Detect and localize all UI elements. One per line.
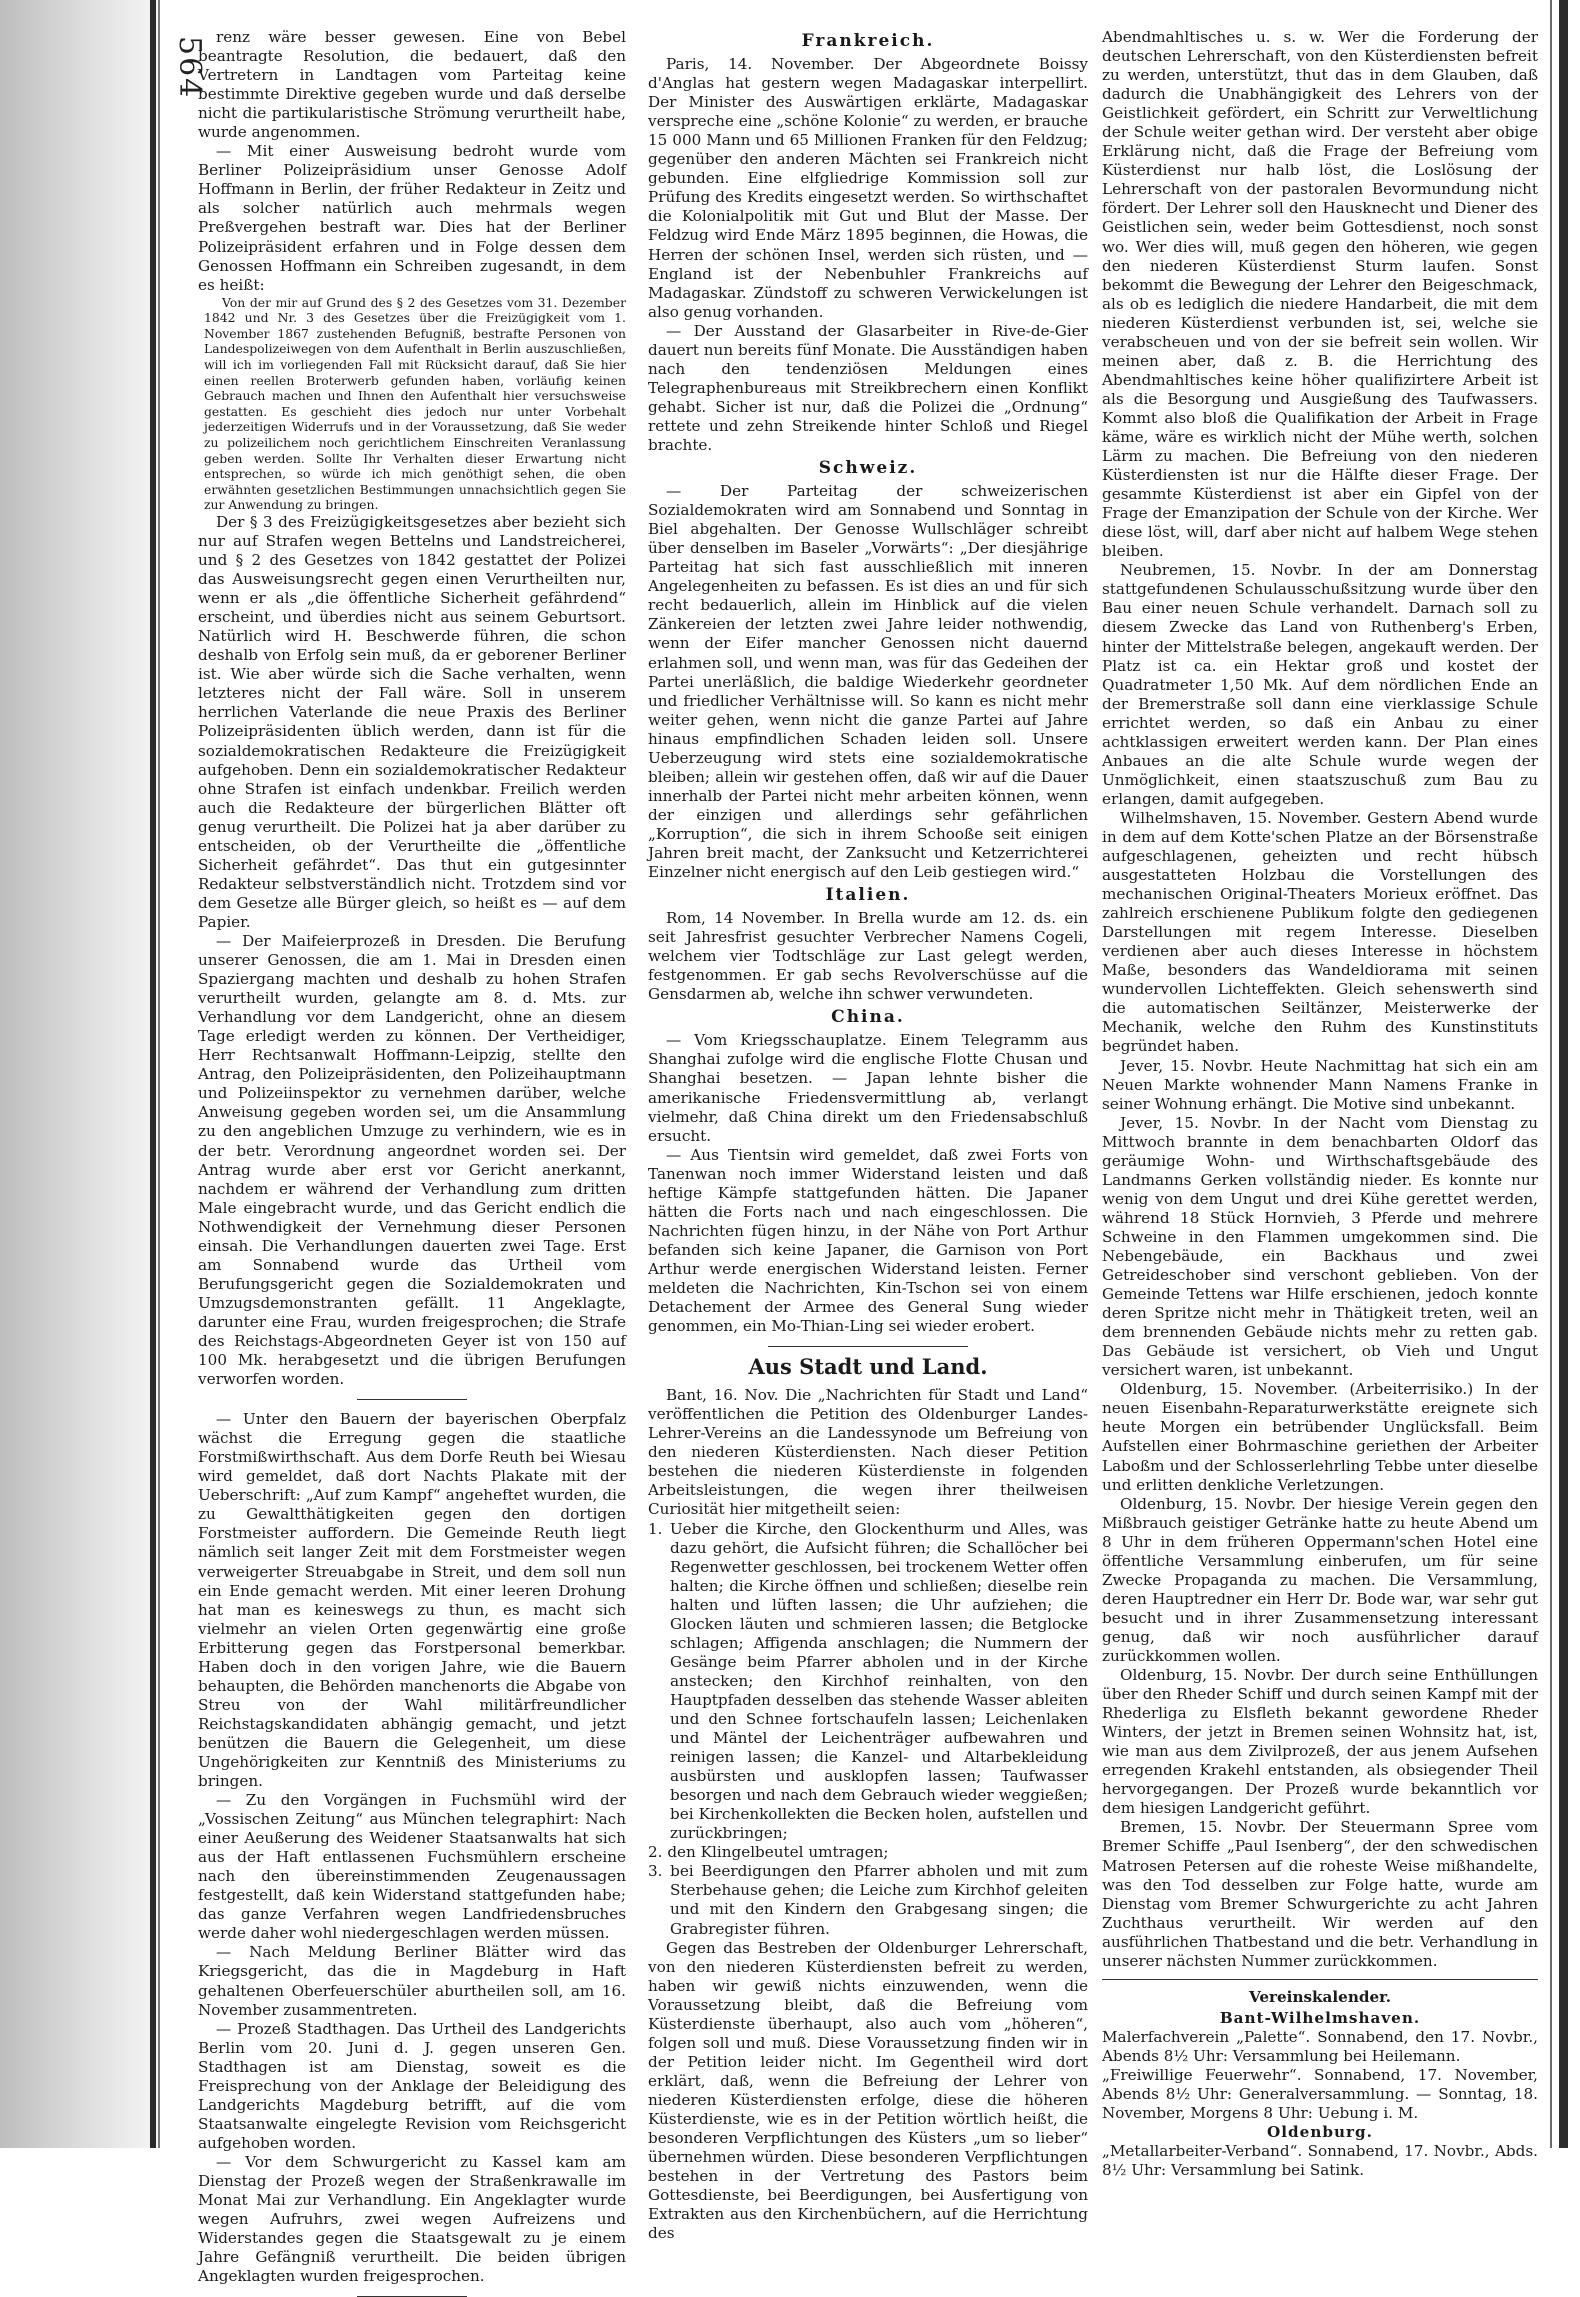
article-paragraph: Neubremen, 15. Novbr. In der am Donnerstag stattgefundenen Schulausschußsitzung wurde über den Bau einer neuen Schule verhandelt. Darnach soll zu diesem Zwecke das Land von Ruthenberg's Erben, hinter der Mittelstraße belegen, angekauft werden. Der Platz ist ca. ein Hektar groß und kostet der Quadratmeter 1,50 Mk. Auf dem nördlichen Ende an der Bremerstraße soll dann eine vierklassige Schule errichtet werden, so daß ein Anbau zu einer achtklassigen erweitert werden kann. Der Plan eines Anbaues an die alte Schule wurde wegen der Unmöglichkeit, einen staatszuschuß zum Bau zu erlangen, damit aufgegeben.: [1102, 561, 1538, 808]
article-paragraph: Oldenburg, 15. November. (Arbeiterrisiko.) In der neuen Eisenbahn-Reparaturwerkstätte ereignete sich heute Morgen ein betrübender Unglücksfall. Beim Aufstellen einer Bohrmaschine geriethen der Arbeiter Laboßm und der Schlosserlehrling Tebbe unter dieselbe und erlitten denkliche Verletzungen.: [1102, 1380, 1538, 1494]
article-paragraph: „Freiwillige Feuerwehr“. Sonnabend, 17. November, Abends 8½ Uhr: Generalversammlung. — Sonntag, 18. November, Morgens 8 Uhr: Uebung i. M.: [1102, 2065, 1538, 2123]
section-heading: Italien.: [825, 885, 911, 906]
article-paragraph: — Der Parteitag der schweizerischen Sozialdemokraten wird am Sonnabend und Sonntag in Biel abgehalten. Der Genosse Wullschläger schreibt über denselben im Baseler „Vorwärts“: „Der diesjährige Parteitag hat sich fast ausschließlich mit inneren Angelegenheiten zu befassen. Es ist dies an und für sich recht bedauerlich, allein im Hinblick auf die vielen Zänkereien der letzten zwei Jahre leider nothwendig, wenn der Eifer mancher Genossen nicht dauernd erlahmen soll, und wenn man, was für das Gedeihen der Partei unerläßlich, die baldige Wiederkehr geordneter und friedlicher Verhältnisse will. So kann es nicht mehr weiter gehen, wenn nicht die ganze Partei auf Jahre hinaus empfindlichen Schaden leiden soll. Unsere Ueberzeugung wird stets eine sozialdemokratische bleiben; allein wir gestehen offen, daß wir auf die Dauer innerhalb der Partei nicht mehr arbeiten können, wenn der einzigen und allerdings sehr gefährlichen „Korruption“, die sich in ihrem Schooße seit einigen Jahren breit macht, der Zanksucht und Ketzerrichterei Einzelner nicht energisch auf den Leib gestiegen wird.“: [648, 482, 1088, 882]
article-paragraph: Bant, 16. Nov. Die „Nachrichten für Stadt und Land“ veröffentlichen die Petition des Oldenburger Landes-Lehrer-Vereins an die Landessynode um Befreiung von den niederen Küsterdiensten. Nach dieser Petition bestehen die niederen Küsterdienste in folgenden Arbeitsleistungen, die wegen ihrer theilweisen Curiosität hier mitgetheilt seien:: [648, 1386, 1088, 1519]
article-paragraph: Jever, 15. Novbr. In der Nacht vom Dienstag zu Mittwoch brannte in dem benachbarten Oldorf das geräumige Wohn- und Wirthschaftsgebäude des Landmanns Gerken vollständig nieder. Es konnte nur wenig von dem Ungut und drei Kühe gerettet werden, während 18 Stück Hornvieh, 3 Pferde und mehrere Schweine in den Flammen umgekommen sind. Die Nebengebäude, ein Backhaus und zwei Getreideschober sind verschont geblieben. Von der Gemeinde Tettens war Hilfe erschienen, jedoch konnte deren Spritze nicht mehr in Thätigkeit treten, weil an dem brennenden Gebäude nichts mehr zu retten gab. Das Gebäude ist versichert, ob Vieh und Ungut versichert waren, ist unbekannt.: [1102, 1113, 1538, 1380]
list-item: 3. bei Beerdigungen den Pfarrer abholen und mit zum Sterbehause gehen; die Leiche zum Kirchhof geleiten und mit den Kindern den Grabgesang singen; die Grabregister führen.: [648, 1862, 1088, 1938]
article-paragraph: „Metallarbeiter-Verband“. Sonnabend, 17. Novbr., Abds. 8½ Uhr: Versammlung bei Satink.: [1102, 2142, 1538, 2180]
section-divider: [357, 1399, 467, 1400]
article-paragraph: Jever, 15. Novbr. Heute Nachmittag hat sich ein am Neuen Markte wohnender Mann Namens Franke in seiner Wohnung erhängt. Die Motive sind unbekannt.: [1102, 1056, 1538, 1113]
section-divider: [1102, 1979, 1538, 1980]
article-paragraph: — Prozeß Stadthagen. Das Urtheil des Landgerichts Berlin vom 20. Juni d. J. gegen unseren Gen. Stadthagen ist am Dienstag, soweit es die Freisprechung von der Anklage der Beleidigung des Landgerichts Magdeburg betrifft, auf die vom Staatsanwalte eingelegte Revision vom Reichsgericht aufgehoben worden.: [198, 2019, 626, 2152]
article-paragraph: Oldenburg, 15. Novbr. Der durch seine Enthüllungen über den Rheder Schiff und durch seinen Kampf mit der Rhederliga zu Elsfleth bekannt gewordene Rheder Winters, der jetzt in Bremen seinen Wohnsitz hat, ist, wie man aus dem Zivilprozeß, der aus jenem Aufsehen erregenden Krakehl entstanden, als obsiegender Theil hervorgegangen. Der Prozeß wurde bekanntlich vor dem hiesigen Landgericht geführt.: [1102, 1666, 1538, 1818]
article-paragraph: renz wäre besser gewesen. Eine von Bebel beantragte Resolution, die bedauert, daß den Vertretern in Landtagen vom Parteitag keine bestimmte Direktive gegeben wurde und daß derselbe nicht die partikularistische Strömung verurtheilt habe, wurde angenommen.: [198, 28, 626, 142]
page-number: 564: [172, 36, 207, 100]
section-heading: Schweiz.: [818, 458, 918, 479]
article-paragraph: Der § 3 des Freizügigkeitsgesetzes aber bezieht sich nur auf Strafen wegen Bettelns und Landstreicherei, und § 2 des Gesetzes von 1842 gestattet der Polizei das Ausweisungsrecht gegen einen Verurtheilten nur, wenn er als „die öffentliche Sicherheit gefährdend“ erscheint, und überdies nicht aus seinem Geburtsort. Natürlich wird H. Beschwerde führen, die schon deshalb von Erfolg sein muß, da er geborener Berliner ist. Wie aber würde sich die Sache verhalten, wenn letzteres nicht der Fall wäre. Soll in unserem herrlichen Vaterlande die neue Praxis des Berliner Polizeipräsidenten üblich werden, dann ist für die sozialdemokratischen Redakteure die Freizügigkeit aufgehoben. Denn ein sozialdemokratischer Redakteur ohne Strafen ist einfach undenkbar. Freilich werden auch die Redakteure der bürgerlichen Blätter oft genug verurtheilt. Die Polizei hat ja aber darüber zu entscheiden, ob der Verurtheilte die „öffentliche Sicherheit gefährdet“. Das thut ein gutgesinnter Redakteur selbstverständlich nicht. Trotzdem sind vor dem Gesetze alle Bürger gleich, so heißt es — auf dem Papier.: [198, 512, 626, 931]
article-paragraph: Paris, 14. November. Der Abgeordnete Boissy d'Anglas hat gestern wegen Madagaskar interpellirt. Der Minister des Auswärtigen erklärte, Madagaskar verspreche eine „schöne Kolonie“ zu werden, er brauche 15 000 Mann und 65 Millionen Franken für den Feldzug; gegenüber den anderen Mächten sei Frankreich nicht gebunden. Eine elfgliedrige Kommission soll zur Prüfung des Kredits eingesetzt werden. So wirthschaftet die Kolonialpolitik mit Gut und Blut der Masse. Der Feldzug wird Ende März 1895 beginnen, die Howas, die Herren der schönen Insel, werden sich rüsten, und — England ist der Nebenbuhler Frankreichs auf Madagaskar. Zündstoff zu schweren Verwickelungen ist also genug vorhanden.: [648, 55, 1088, 321]
section-heading: China.: [831, 1007, 905, 1028]
calendar-subheading: Bant-Wilhelmshaven.: [1219, 2008, 1421, 2027]
article-paragraph: — Nach Meldung Berliner Blätter wird das Kriegsgericht, das die in Magdeburg in Haft gehaltenen Oberfeuerschüler aburtheilen soll, am 16. November zusammentreten.: [198, 1943, 626, 2019]
column-middle: [648, 28, 1088, 2243]
enumerated-list: [648, 1520, 1088, 1939]
calendar-subheading: Oldenburg.: [1267, 2123, 1373, 2142]
article-paragraph: Oldenburg, 15. Novbr. Der hiesige Verein gegen den Mißbrauch geistiger Getränke hatte zu heute Abend um 8 Uhr in dem früheren Oppermann'schen Hotel eine öffentliche Versammlung einberufen, um für seine Zwecke Propaganda zu machen. Die Versammlung, deren Hauptredner ein Herr Dr. Bode war, war sehr gut besucht und in ihrer Zusammensetzung interessant genug, daß wir noch ausführlicher darauf zurückkommen wollen.: [1102, 1494, 1538, 1665]
article-paragraph: — Aus Tientsin wird gemeldet, daß zwei Forts von Tanenwan noch immer Widerstand leisten und daß heftige Kämpfe stattgefunden hätten. Die Japaner hätten die Forts nach und nach eingeschlossen. Die Nachrichten fügen hinzu, in der Nähe von Port Arthur befanden sich keine Japaner, die Garnison von Port Arthur werde energischen Widerstand leisten. Ferner meldeten die Nachrichten, Kin-Tschon sei von einem Detachement der Armee des General Sung wieder genommen, ein Mo-Thian-Ling sei wieder erobert.: [648, 1145, 1088, 1336]
right-margin-rule-thin: [1550, 0, 1552, 2148]
section-heading: Frankreich.: [801, 31, 935, 51]
right-margin-rule: [1559, 0, 1568, 2148]
calendar-heading: Vereinskalender.: [1248, 1987, 1392, 2006]
article-paragraph: — Vom Kriegsschauplatze. Einem Telegramm aus Shanghai zufolge wird die englische Flotte Chusan und Shanghai besetzen. — Japan lehnte bisher die amerikanische Friedensvermittlung ab, verlangt vielmehr, daß China direkt um den Friedensabschluß ersucht.: [648, 1031, 1088, 1145]
article-paragraph: — Mit einer Ausweisung bedroht wurde vom Berliner Polizeipräsidium unser Genosse Adolf Hoffmann in Berlin, der früher Redakteur in Zeitz und als solcher natürlich auch mehrmals wegen Preßvergehen bestraft war. Dies hat der Berliner Polizeipräsident erfahren und in Folge dessen dem Genossen Hoffmann ein Schreiben zugesandt, in dem es heißt:: [198, 142, 626, 294]
section-divider: [768, 1346, 968, 1347]
spine-edge-line-thin: [158, 0, 160, 2148]
quoted-decree: Von der mir auf Grund des § 2 des Gesetzes vom 31. Dezember 1842 und Nr. 3 des Gesetzes über die Freizügigkeit vom 1. November 1867 zustehenden Befugniß, bestrafte Personen von Landespolizeiwegen von dem Aufenthalt in Berlin auszuschließen, will ich im vorliegenden Fall mit Rücksicht darauf, daß Sie hier einen reellen Broterwerb gefunden haben, vorläufig keinen Gebrauch machen und Ihnen den Aufenthalt hier versuchsweise gestatten. Es geschieht dies jedoch nur unter Vorbehalt jederzeitigen Widerrufs und in der Voraussetzung, daß Sie weder zu polizeilichem noch gerichtlichem Einschreiten Veranlassung geben werden. Sollte Ihr Verhalten dieser Erwartung nicht entsprechen, so würde ich mich genöthigt sehen, die oben erwähnten gesetzlichen Bestimmungen unnachsichtlich gegen Sie zur Anwendung zu bringen.: [204, 294, 626, 513]
list-item: 1. Ueber die Kirche, den Glockenthurm und Alles, was dazu gehört, die Aufsicht führen; die Schallöcher bei Regenwetter geschlossen, bei trockenem Wetter offen halten; die Kirche öffnen und schließen; dieselbe rein halten und lüften lassen; die Uhr aufziehen; die Glocken läuten und schmieren lassen; die Betglocke schlagen; Affigenda anschlagen; die Nummern der Gesänge beim Pfarrer abholen und in der Kirche anstecken; den Kirchhof reinhalten, von den Hauptpfaden desselben das stehende Wasser ableiten und den Schnee fortschaufeln lassen; Leichenlaken und Mäntel der Leichenträger aufbewahren und reinigen lassen; die Kanzel- und Altarbekleidung ausbürsten und ausklopfen lassen; Taufwasser besorgen und nach dem Gebrauch wieder weggießen; bei Kirchenkollekten die Becken holen, aufstellen und zurückbringen;: [648, 1519, 1088, 1843]
column-left: [198, 28, 626, 2286]
section-title: Aus Stadt und Land.: [748, 1354, 988, 1380]
column-right: [1102, 28, 1538, 2180]
article-paragraph: — Unter den Bauern der bayerischen Oberpfalz wächst die Erregung gegen die staatliche Forstmißwirthschaft. Aus dem Dorfe Reuth bei Wiesau wird gemeldet, daß dort Nachts Plakate mit der Ueberschrift: „Auf zum Kampf“ angeheftet wurden, die zu Gewaltthätigkeiten gegen den dortigen Forstmeister auffordern. Die Gemeinde Reuth liegt nämlich seit langer Zeit mit dem Forstmeister wegen verweigerter Streuabgabe in Streit, und dem soll nun ein Ende gemacht werden. Mit einer leeren Drohung hat man es keineswegs zu thun, es macht sich vielmehr an vielen Orten gegenwärtig eine große Erbitterung gegen das Forstpersonal bemerkbar. Haben doch in den vorigen Jahre, wie die Bauern behaupten, die Behörden manchenorts die Abgabe von Streu von der Wahl militärfreundlicher Reichstagskandidaten abhängig gemacht, und jetzt benützen die Bauern die Gelegenheit, um diese Ungehörigkeiten zur Kenntniß des Ministeriums zu bringen.: [198, 1410, 626, 1791]
article-paragraph: — Der Ausstand der Glasarbeiter in Rive-de-Gier dauert nun bereits fünf Monate. Die Ausständigen haben nach den tendenziösen Meldungen eines Telegraphenbureaus mit Streikbrechern einen Konflikt gehabt. Sicher ist nur, daß die Polizei die „Ordnung“ rettete und zehn Streikende hinter Schloß und Riegel brachte.: [648, 321, 1088, 454]
article-paragraph: Wilhelmshaven, 15. November. Gestern Abend wurde in dem auf dem Kotte'schen Platze an der Börsenstraße aufgeschlagenen, geheizten und recht hübsch ausgestatteten Holzbau die Vorstellungen des mechanischen Original-Theaters Morieux eröffnet. Das zahlreich erschienene Publikum folgte den gediegenen Darstellungen mit regem Interesse. Dieselben verdienen aber auch dieses Interesse in höchstem Maße, besonders das Wandeldiorama mit seinen wundervollen Lichteffekten. Gleich sehenswerth sind die automatischen Seiltänzer, Meisterwerke der Mechanik, welche den Ruhm des Kunstinstituts begründet haben.: [1102, 808, 1538, 1056]
article-paragraph: — Zu den Vorgängen in Fuchsmühl wird der „Vossischen Zeitung“ aus München telegraphirt: Nach einer Aeußerung des Weidener Staatsanwalts hat sich aus der Haft entlassenen Fuchsmühlern erscheine nach den übereinstimmenden Zeugenaussagen festgestellt, daß kein Widerstand stattgefunden habe; das ganze Verfahren wegen Landfriedensbruches werde daher wohl niedergeschlagen werden müssen.: [198, 1791, 626, 1943]
article-paragraph: Gegen das Bestreben der Oldenburger Lehrerschaft, von den niederen Küsterdiensten befreit zu werden, haben wir gewiß nichts einzuwenden, wenn die Voraussetzung bleibt, daß die Befreiung vom Küsterdienste überhaupt, also auch vom „höheren“, folgen soll und muß. Diese Voraussetzung finden wir in der Petition leider nicht. Im Gegentheil wird dort erklärt, daß, wenn die Befreiung der Lehrer von niederen Küsterdiensten erfolge, diese die höheren Küsterdienste, wie es in der Petition wörtlich heißt, die besonderen Verpflichtungen des Küsters „um so lieber“ übernehmen würden. Diese besonderen Verpflichtungen bestehen in der Vertretung des Pastors beim Gottesdienste, bei Beerdigungen, bei Ausfertigung von Extrakten aus den Kirchenbüchern, auf die Herrichtung des: [648, 1938, 1088, 2243]
spine-edge-line: [150, 0, 156, 2148]
article-paragraph: Rom, 14 November. In Brella wurde am 12. ds. ein seit Jahresfrist gesuchter Verbrecher Namens Cogeli, welchem vier Todtschläge zur Last gelegt werden, festgenommen. Er gab sechs Revolverschüsse auf die Gensdarmen ab, welche ihn schwer verwundeten.: [648, 909, 1088, 1004]
article-paragraph: — Vor dem Schwurgericht zu Kassel kam am Dienstag der Prozeß wegen der Straßenkrawalle im Monat Mai zur Verhandlung. Ein Angeklagter wurde wegen Aufruhrs, zwei wegen Aufreizens und Widerstandes gegen die Staatsgewalt zu je einem Jahre Gefängniß verurtheilt. Die beiden übrigen Angeklagten wurden freigesprochen.: [198, 2152, 626, 2286]
book-spine-shadow: [0, 0, 160, 2148]
article-paragraph: Abendmahltisches u. s. w. Wer die Forderung der deutschen Lehrerschaft, von den Küsterdiensten befreit zu werden, unterstützt, thut das in dem Glauben, daß dadurch die Unabhängigkeit des Lehrers von der Geistlichkeit gefördert, ein Schritt zur Verweltlichung der Schule weiter gethan wird. Der versteht aber obige Erklärung nicht, daß die Frage der Befreiung vom Küsterdienst nur halb löst, die Loslösung der Lehrerschaft von der pastoralen Bevormundung nicht fördert. Der Lehrer soll den Hausknecht und Diener des Geistlichen sein, weder beim Gottesdienst, noch sonst wo. Wer dies will, muß gegen den höheren, wie gegen den niederen Küsterdienst Sturm laufen. Sonst bekommt die Bewegung der Lehrer den Beigeschmack, als ob es lediglich die niedere Handarbeit, die mit dem niederen Küsterdienst verbunden ist, sei, welche sie verabscheuen und von der sie befreit sein wollen. Wir meinen aber, daß z. B. die Herrichtung des Abendmahltisches keine höher qualifizirtere Arbeit ist als die Besorgung und Ausgießung des Taufwassers. Kommt also bloß die Qualifikation der Arbeit in Frage käme, wäre es wirklich nicht der Mühe werth, solchen Lärm zu machen. Die Befreiung von den niederen Küsterdiensten ist nur die Hälfte dieser Frage. Der gesammte Küsterdienst ist aber ein Gipfel von der Frage der Emanzipation der Schule von der Kirche. Wer diese löst, will, darf aber nicht auf halbem Wege stehen bleiben.: [1102, 28, 1538, 561]
list-item: 2. den Klingelbeutel umtragen;: [648, 1843, 889, 1862]
article-paragraph: Malerfachverein „Palette“. Sonnabend, den 17. Novbr., Abends 8½ Uhr: Versammlung bei Heilemann.: [1102, 2027, 1538, 2065]
article-paragraph: — Der Maifeierprozeß in Dresden. Die Berufung unserer Genossen, die am 1. Mai in Dresden einen Spaziergang machten und deshalb zu hohen Strafen verurtheilt wurden, gelangte am 8. d. Mts. zur Verhandlung vor dem Landgericht, ohne an diesem Tage erledigt werden zu können. Der Vertheidiger, Herr Rechtsanwalt Hoffmann-Leipzig, stellte den Antrag, den Polizeipräsidenten, den Polizeihauptmann und Polizeiinspektor zu vernehmen darüber, welche Anweisung gegeben worden sei, um die Ansammlung zu den angeblichen Umzuge zu verhindern, wie es in der betr. Verordnung angeordnet worden sei. Der Antrag wurde aber erst vor Gericht anerkannt, nachdem er während der Verhandlung zum dritten Male eingebracht wurde, und das Gericht endlich die Nothwendigkeit der Vernehmung dieser Personen einsah. Die Verhandlungen dauerten zwei Tage. Erst am Sonnabend wurde das Urtheil vom Berufungsgericht gegen die Sozialdemokraten und Umzugsdemonstranten gefällt. 11 Angeklagte, darunter eine Frau, wurden freigesprochen; die Strafe des Reichstags-Abgeordneten Geyer ist von 150 auf 100 Mk. herabgesetzt und die übrigen Berufungen verworfen worden.: [198, 932, 626, 1389]
article-paragraph: Bremen, 15. Novbr. Der Steuermann Spree vom Bremer Schiffe „Paul Isenberg“, der den schwedischen Matrosen Petersen auf die roheste Weise mißhandelte, was den Tod desselben zur Folge hatte, wurde am Dienstag vom Bremer Schwurgerichte zu acht Jahren Zuchthaus verurtheilt. Wir werden auf den ausführlichen Thatbestand und die betr. Verhandlung in unserer nächsten Nummer zurückkommen.: [1102, 1818, 1538, 1970]
